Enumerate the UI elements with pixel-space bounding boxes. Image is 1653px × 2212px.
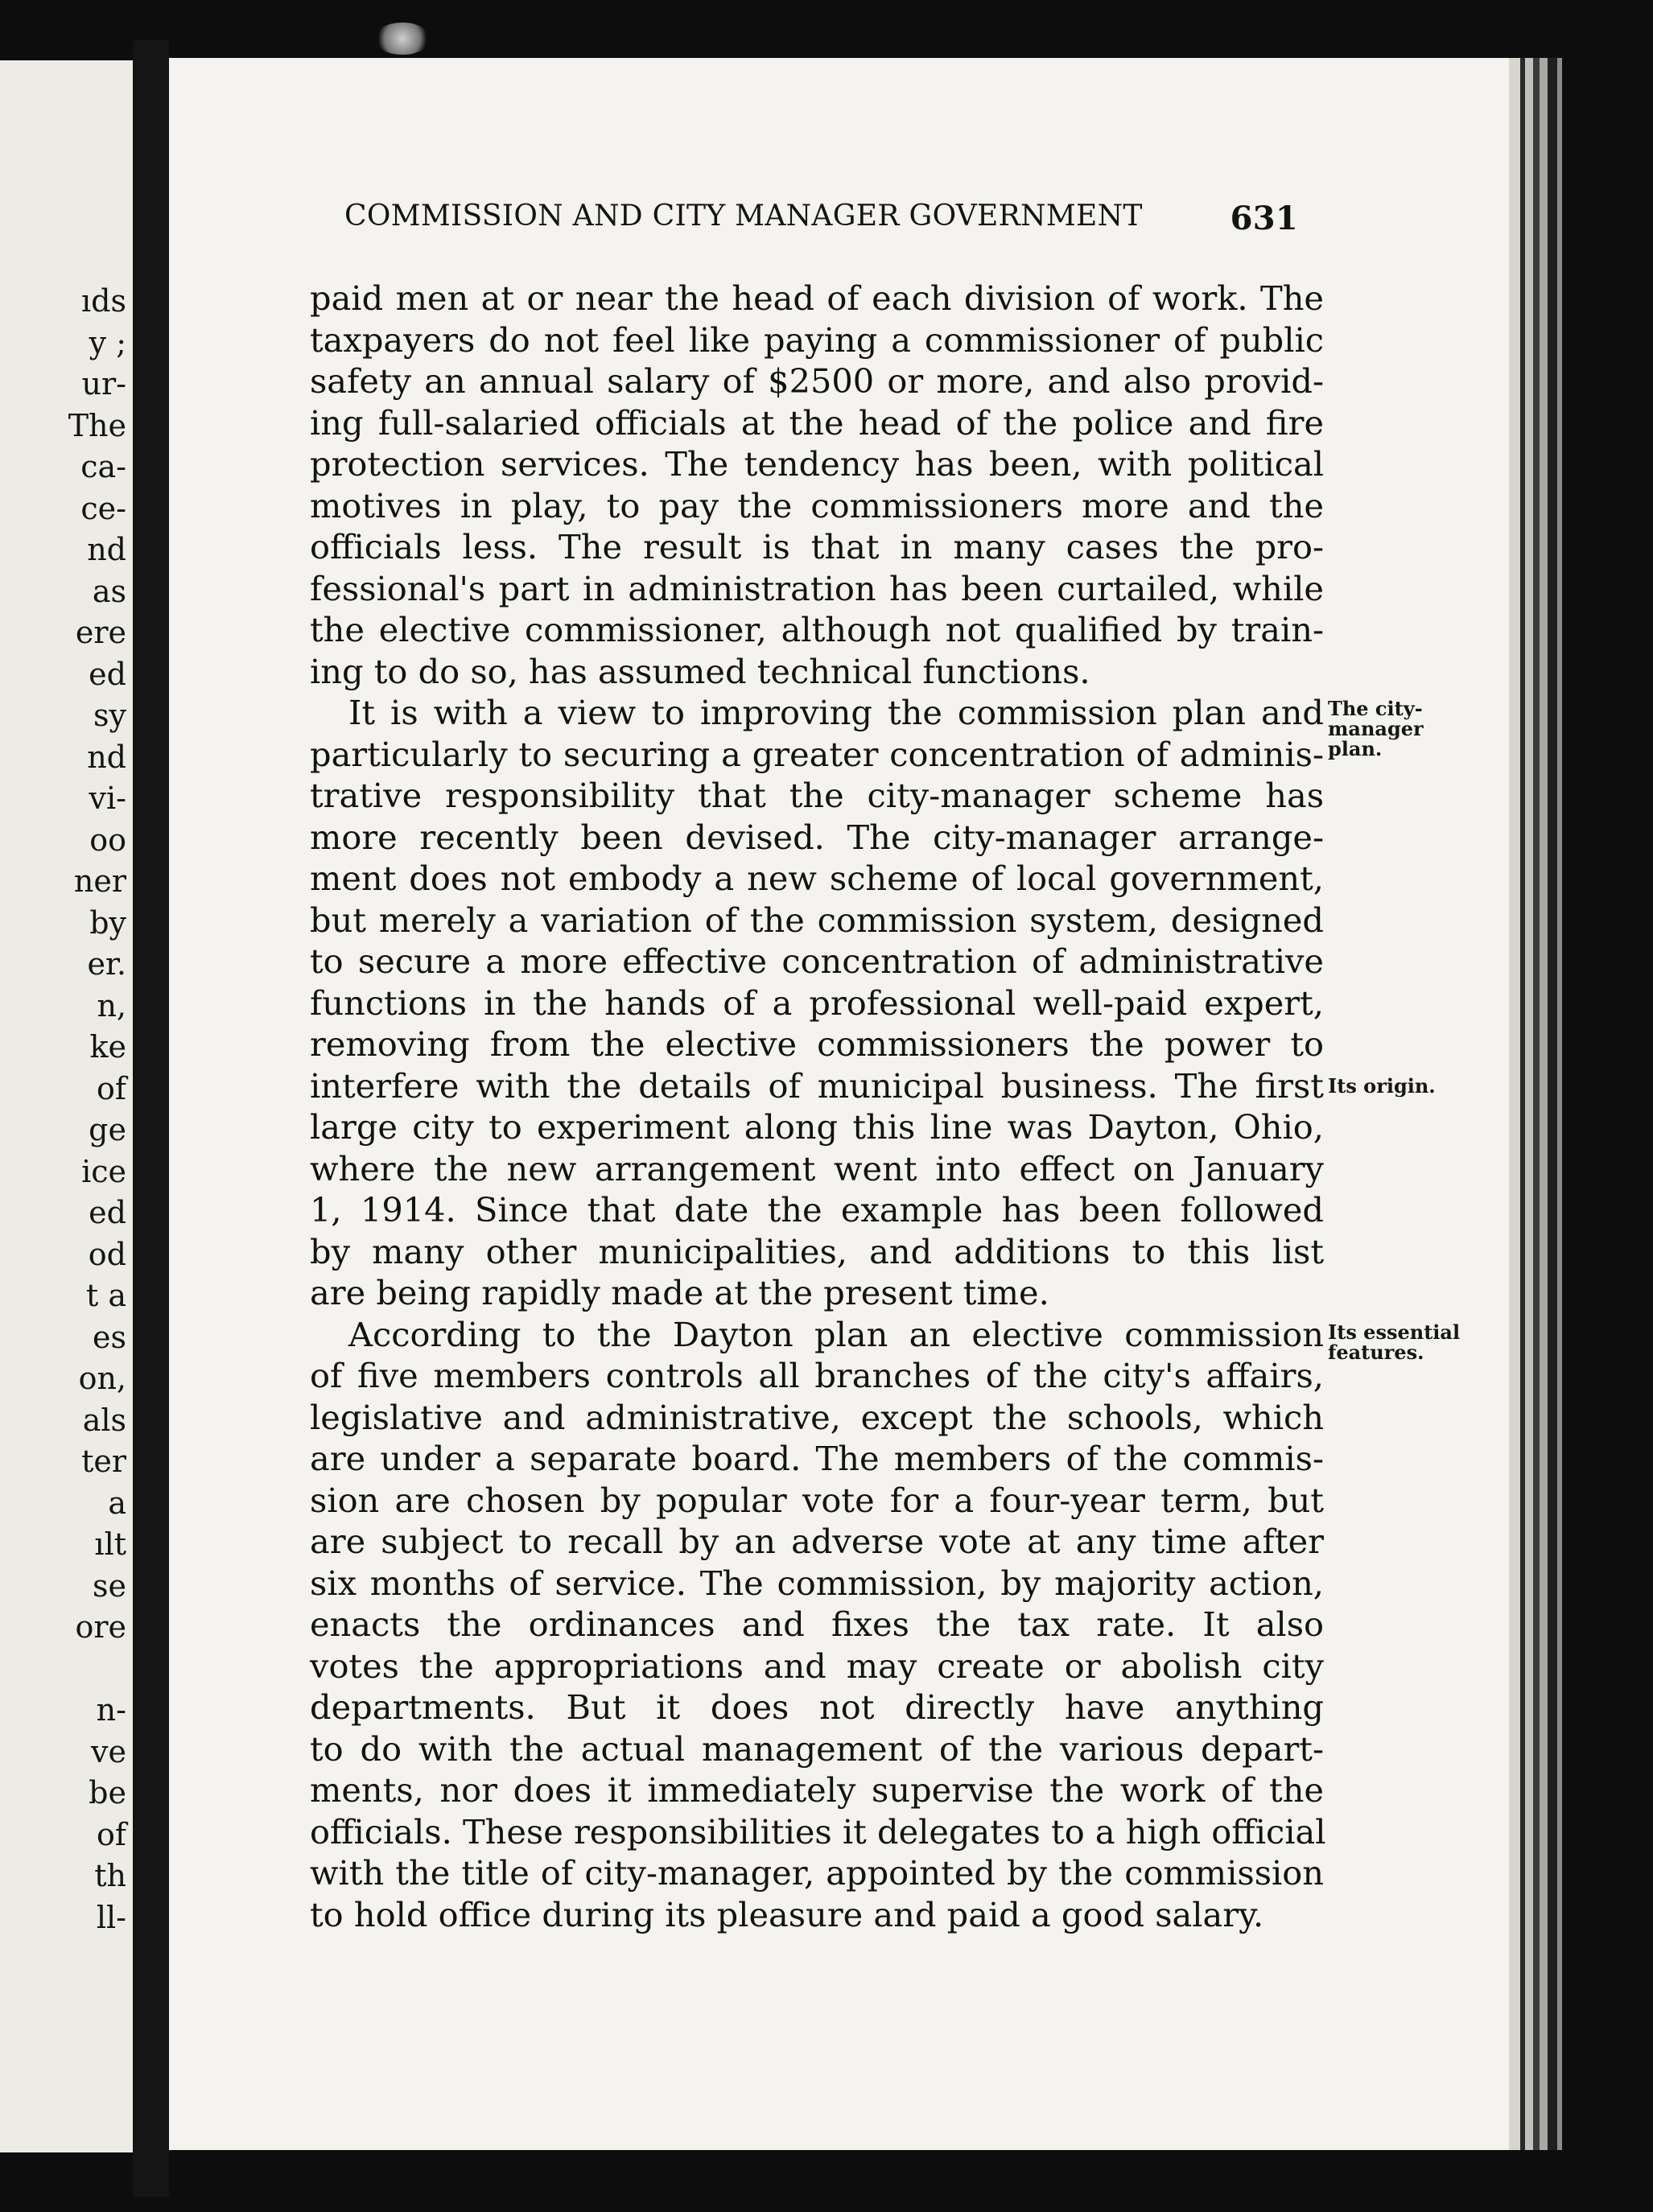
body-line: are under a separate board. The members of the commis- <box>310 1439 1324 1478</box>
body-line: It is with a view to improving the commission plan and <box>348 693 1324 732</box>
body-line: where the new arrangement went into effect on January <box>310 1148 1324 1188</box>
body-line: six months of service. The commission, by majority action, <box>310 1563 1324 1603</box>
left-page-text-fragment: ce- <box>80 490 126 526</box>
left-page-text-fragment: ed <box>89 1195 126 1230</box>
scan-smudge <box>374 23 431 55</box>
body-line: taxpayers do not feel like paying a commissioner of public <box>310 319 1324 360</box>
left-page-text-fragment: nd <box>87 739 126 775</box>
body-line: functions in the hands of a professional well-paid expert, <box>310 982 1324 1023</box>
body-line: removing from the elective commissioners the power to <box>310 1024 1324 1064</box>
page-edge <box>1509 58 1520 2150</box>
body-line: legislative and administrative, except the schools, which <box>310 1397 1324 1437</box>
sidenote-line: Its essential <box>1328 1320 1461 1344</box>
sidenote-line: features. <box>1328 1341 1424 1364</box>
page-edge <box>1525 58 1533 2150</box>
left-page-text-fragment: y ; <box>89 324 126 360</box>
body-line: enacts the ordinances and fixes the tax rate. It also <box>310 1604 1324 1644</box>
body-line: with the title of city-manager, appointed by the commission <box>310 1853 1324 1893</box>
left-page-text-fragment: of <box>97 1816 126 1852</box>
sidenote-line: plan. <box>1328 737 1383 760</box>
left-page-text-fragment: ner <box>73 863 126 899</box>
left-page-text-fragment: th <box>94 1858 126 1893</box>
sidenote-city-manager-plan <box>1328 698 1473 759</box>
body-line: ments, nor does it immediately supervise the work of the <box>310 1770 1324 1810</box>
left-page-text-fragment: od <box>88 1236 126 1272</box>
body-line: trative responsibility that the city-manager scheme has <box>310 776 1324 815</box>
body-text <box>310 278 1324 1935</box>
body-line: to secure a more effective concentration of administrative <box>310 941 1324 981</box>
left-page-text-fragment: ll- <box>96 1899 126 1935</box>
page-edge <box>1533 58 1540 2150</box>
body-line: protection services. The tendency has been, with political <box>310 444 1324 484</box>
body-line: According to the Dayton plan an elective commission <box>348 1314 1324 1354</box>
body-line: safety an annual salary of $2500 or more, and also provid- <box>310 361 1324 401</box>
left-page-text-fragment: ve <box>91 1733 126 1769</box>
left-page-text-fragment: ge <box>89 1112 126 1147</box>
left-page-text-fragment: n- <box>96 1692 126 1728</box>
body-line: ing full-salaried officials at the head of the police and fire <box>310 402 1324 443</box>
body-line: interfere with the details of municipal business. The first <box>310 1065 1324 1106</box>
page-edge <box>1548 58 1557 2150</box>
sidenote-line: Its origin. <box>1328 1074 1436 1098</box>
left-page-text-fragment: nd <box>87 532 126 567</box>
body-line: of five members controls all branches of the city's affairs, <box>310 1356 1324 1395</box>
left-page-text-fragment: be <box>89 1775 126 1810</box>
body-line: to hold office during its pleasure and paid a good salary. <box>310 1894 1264 1934</box>
running-head-title: COMMISSION AND CITY MANAGER GOVERNMENT <box>344 200 1143 233</box>
body-line: ing to do so, has assumed technical functions. <box>310 651 1090 691</box>
body-line: more recently been devised. The city-manager arrange- <box>310 817 1324 857</box>
sidenote-line: The city- <box>1328 697 1423 720</box>
left-page-text-fragment: er. <box>87 946 126 982</box>
left-page-text-fragment: ca- <box>80 449 126 484</box>
left-page-text-fragment: vi- <box>89 781 126 816</box>
body-line: officials less. The result is that in many cases the pro- <box>310 527 1324 566</box>
left-page-text-fragment: ılt <box>94 1526 126 1562</box>
left-page-text-fragment: ice <box>81 1153 126 1189</box>
body-line: ment does not embody a new scheme of local government, <box>310 859 1324 898</box>
previous-page-fragment <box>0 60 133 2152</box>
left-page-text-fragment: The <box>68 407 126 443</box>
sidenote-its-origin <box>1328 1076 1473 1096</box>
left-page-text-fragment: als <box>82 1402 126 1438</box>
body-line: motives in play, to pay the commissioners more and the <box>310 485 1324 525</box>
body-line: sion are chosen by popular vote for a four-year term, but <box>310 1480 1324 1520</box>
left-page-text-fragment: as <box>92 573 126 609</box>
body-line: 1, 1914. Since that date the example has been followed <box>310 1190 1324 1230</box>
left-page-text-fragment: by <box>89 904 126 941</box>
body-line: paid men at or near the head of each division of work. The <box>310 278 1324 318</box>
left-page-text-fragment: on, <box>78 1361 126 1396</box>
book-gutter <box>133 40 169 2197</box>
body-line: fessional's part in administration has been curtailed, while <box>310 568 1324 608</box>
body-line: departments. But it does not directly have anything <box>310 1687 1324 1727</box>
body-line: to do with the actual management of the various depart- <box>310 1728 1324 1769</box>
body-line: are being rapidly made at the present time. <box>310 1273 1049 1312</box>
left-page-text-fragment: ke <box>89 1029 126 1065</box>
left-page-text-fragment: ter <box>81 1444 126 1479</box>
left-page-text-fragment: es <box>93 1319 126 1355</box>
left-page-text-fragment: of <box>97 1070 126 1106</box>
body-line: but merely a variation of the commission system, designed <box>310 900 1324 940</box>
body-line: officials. These responsibilities it delegates to a high official <box>310 1811 1326 1852</box>
left-page-text-fragment: t a <box>85 1278 126 1313</box>
left-page-text-fragment: sy <box>93 698 126 733</box>
left-page-text-fragment: ed <box>89 656 126 692</box>
left-page-text-fragment: oo <box>89 822 126 858</box>
page-edge <box>1540 58 1548 2150</box>
body-line: votes the appropriations and may create or abolish city <box>310 1646 1324 1686</box>
left-page-text-fragment: ur- <box>81 366 126 402</box>
body-line: the elective commissioner, although not qualified by train- <box>310 610 1324 649</box>
left-page-text-fragment: ore <box>75 1609 126 1645</box>
body-line: are subject to recall by an adverse vote at any time after <box>310 1522 1324 1561</box>
sidenote-line: manager <box>1328 717 1424 740</box>
left-page-text-fragment: ere <box>75 615 126 650</box>
body-line: particularly to securing a greater concentration of adminis- <box>310 734 1324 774</box>
left-page-text-fragment: n, <box>97 987 126 1024</box>
body-line: large city to experiment along this line was Dayton, Ohio, <box>310 1107 1324 1147</box>
page-number: 631 <box>1230 200 1298 237</box>
left-page-text-fragment: ıds <box>81 283 126 319</box>
page-edge <box>1557 58 1562 2150</box>
left-page-text-fragment: a <box>108 1485 126 1521</box>
running-head <box>344 200 1298 240</box>
left-page-text-fragment: se <box>93 1567 126 1604</box>
sidenote-essential-features <box>1328 1322 1473 1362</box>
body-line: by many other municipalities, and additions to this list <box>310 1231 1324 1271</box>
